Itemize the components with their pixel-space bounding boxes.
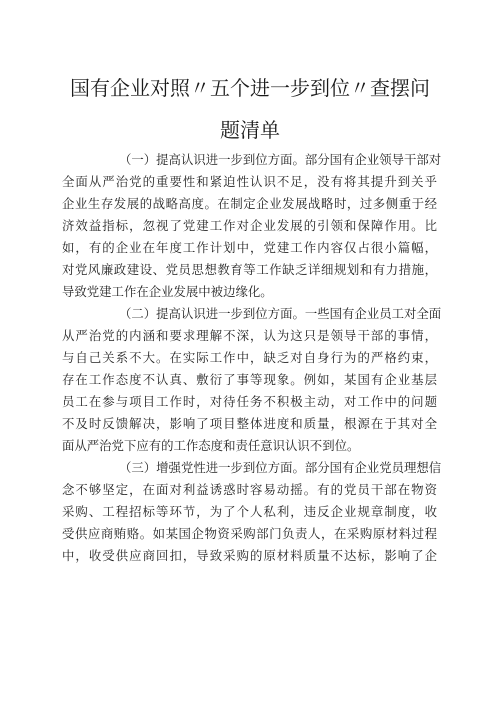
paragraph-line: （二）提高认识进一步到位方面。一些国有企业员工对全面 xyxy=(119,306,442,321)
paragraph-line: 面从严治党下应有的工作态度和责任意识认识不到位。 xyxy=(62,438,360,453)
paragraph-line: 不及时反馈解决，影响了项目整体进度和质量，根源在于其对全 xyxy=(62,416,437,431)
paragraph-line: 念不够坚定，在面对利益诱惑时容易动摇。有的党员干部在物资 xyxy=(62,482,437,497)
paragraph-line: 对党风廉政建设、党员思想教育等工作缺乏详细规划和有力措施， xyxy=(62,262,437,277)
paragraph-line: 导致党建工作在企业发展中被边缘化。 xyxy=(62,284,273,299)
paragraph-line: 企业生存发展的战略高度。在制定企业发展战略时，过多侧重于经 xyxy=(62,196,437,211)
paragraph-line: 受供应商贿赂。如某国企物资采购部门负责人，在采购原材料过程 xyxy=(62,526,437,541)
paragraph-line: 如，有的企业在年度工作计划中，党建工作内容仅占很小篇幅， xyxy=(62,240,437,255)
document-title-line2: 题清单 xyxy=(220,118,280,142)
paragraph-line: 济效益指标，忽视了党建工作对企业发展的引领和保障作用。比 xyxy=(62,218,437,233)
paragraph-line: 全面从严治党的重要性和紧迫性认识不足，没有将其提升到关乎 xyxy=(62,174,437,189)
paragraph-line: 员工在参与项目工作时，对待任务不积极主动，对工作中的问题 xyxy=(62,394,437,409)
document-title-line1: 国有企业对照〃五个进一步到位〃查摆问 xyxy=(70,76,430,100)
paragraph-line: 存在工作态度不认真、敷衍了事等现象。例如，某国有企业基层 xyxy=(62,372,437,387)
paragraph-line: 从严治党的内涵和要求理解不深，认为这只是领导干部的事情， xyxy=(62,328,437,343)
paragraph-line: （三）增强党性进一步到位方面。部分国有企业党员理想信 xyxy=(119,460,442,475)
paragraph-line: 采购、工程招标等环节，为了个人私利，违反企业规章制度，收 xyxy=(62,504,437,519)
paragraph-line: 中，收受供应商回扣，导致采购的原材料质量不达标，影响了企 xyxy=(62,548,437,563)
paragraph-line: （一）提高认识进一步到位方面。部分国有企业领导干部对 xyxy=(119,152,442,167)
paragraph-line: 与自己关系不大。在实际工作中，缺乏对自身行为的严格约束， xyxy=(62,350,437,365)
